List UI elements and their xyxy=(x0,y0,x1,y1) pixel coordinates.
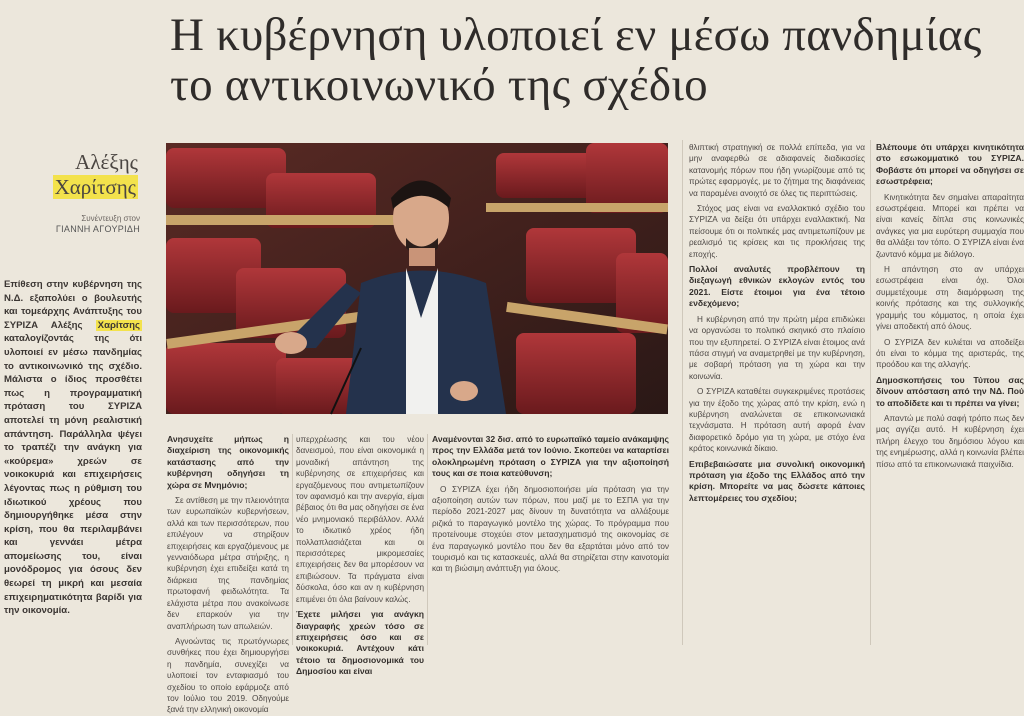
column-divider xyxy=(682,140,683,645)
column-5 xyxy=(876,142,1024,645)
column-divider xyxy=(292,434,293,645)
lead-text-b: καταλογίζοντάς της ότι υλοποιεί εν μέσω πανδημίας το αντικοινωνικό της σχέδιο. Μάλιστα ο ίδιος προσθέτει πως η προγραμματική πρόταση του ΣΥΡΙΖΑ αποτελεί τη μόνη ρεαλιστική απάντηση. Παράλληλα ψέγει το τραπέζι την ανάγκη για «κούρεμα» χρεών σε νοικοκυριά και επιχειρήσεις λέγοντας πως η ρύθμιση του ιδιωτικού χρέους που δημιουργήθηκε μέσα στην κρίση, που θα περιλαμβάνει και γεννάει μέτρα απομείωσης του, είναι μονόδρομος για όσους δεν θεωρεί τη μικρή και μεσαία επιχειρηματικότητα βαρίδι για την οικονομία. xyxy=(4,333,142,617)
author-first-name: Αλέξης xyxy=(75,150,138,174)
lead-highlight-name: Χαρίτσης xyxy=(97,319,140,331)
column-4-question: Επιβεβαιώσατε μια συνολική οικονομική πρόταση για έξοδο της Ελλάδος από την κρίση. Μπορείτε να μας δώσετε κάποιες λεπτομέρειες του σχεδίου; xyxy=(689,458,865,503)
column-1-paragraph: Αγνοώντας τις πρωτόγνωρες συνθήκες που έχει δημιουργήσει η πανδημία, συνεχίζει να υλοποιεί τον ενταφιασμό του σχεδίου το οποίο εφάρμοζε από τον Ιούλιο του 2019. Οδηγούμε ξανά την ελληνική οικονομία xyxy=(167,636,289,715)
headline xyxy=(170,10,1020,110)
credit-name: ΓΙΑΝΝΗ ΑΓΟΥΡΙΔΗ xyxy=(55,224,140,234)
column-3-paragraph: Ο ΣΥΡΙΖΑ έχει ήδη δημοσιοποιήσει μία πρόταση για την αξιοποίηση αυτών των πόρων, που μαζί με το ΕΣΠΑ για την περίοδο 2021-2027 μας δίνουν τη δυνατότητα να αλλάξουμε ριζικά το παραγωγικό μοντέλο της χώρας. Το πρόγραμμα που προτείνουμε στοχεύει στον μετασχηματισμό της οικονομίας σε ένα παραγωγικό μοντέλο που δεν θα εξαρτάται μόνο από τον τουρισμό και τις κατασκευές, αλλά θα στηρίζεται στην καινοτομία και τη βιώσιμη ανάπτυξη για όλους. xyxy=(432,484,669,574)
column-4-paragraph: Ο ΣΥΡΙΖΑ καταθέτει συγκεκριμένες προτάσεις για την έξοδο της χώρας από την κρίση, ενώ η κυβέρνηση αναλώνεται σε επικοινωνιακά τεχνάσματα. Η πρόταση αυτή αφορά έναν διαφορετικό δρόμο για τη χώρα, με στόχο ένα κράτος κοινωνικά δίκαιο. xyxy=(689,387,865,454)
lead-text-a: Επίθεση στην κυβέρνηση της Ν.Δ. εξαπολύει ο βουλευτής και τομεάρχης Ανάπτυξης του ΣΥΡΙΖΑ Αλέξης xyxy=(4,279,142,331)
column-2-paragraph: υπερχρέωσης και του νέου δανεισμού, που είναι οικονομικά η μοναδική απάντηση της κυβέρνησης σε επιχειρήσεις και εργαζόμενους που αντιμετωπίζουν τον αφανισμό και την ανεργία, είμαι βέβαιος ότι θα μας οδηγήσει σε ένα νέο μνημονιακό περιβάλλον. Αλλά το ιδιωτικό χρέος ήδη πολλαπλασιάζεται και οι περισσότερες μικρομεσαίες επιχειρήσεις δεν θα μπορέσουν να επιβιώσουν. Τα πράγματα είναι δύσκολα, όσο και αν η κυβέρνηση επιμένει ότι όλα βαίνουν καλώς. xyxy=(296,435,424,604)
column-2 xyxy=(296,434,424,677)
column-3 xyxy=(432,434,669,645)
column-1-paragraph: Σε αντίθεση με την πλειονότητα των ευρωπαϊκών κυβερνήσεων, αλλά και των περισσότερων, που επιλέγουν να στηρίξουν επιχειρήσεις και εργαζόμενους με γενναιόδωρα μέτρα στήριξης, η κυβέρνηση έχει επιδείξει κατά τη διάρκεια της πανδημίας πρωτοφανή φειδωλότητα. Τα ελάχιστα μέτρα που ανακοίνωσε δεν επαρκούν για την αναπλήρωση των απωλειών. xyxy=(167,496,289,631)
column-5-paragraph: Κινητικότητα δεν σημαίνει απαραίτητα εσωστρέφεια. Μπορεί και πρέπει να είναι κανείς δίπλα στις κοινωνικές ανάγκες για μια ευρύτερη συμμαχία που θα αλλάξει τον τόπο. Ο ΣΥΡΙΖΑ είναι ένα ζωντανό κόμμα με διάλογο. xyxy=(876,192,1024,259)
interview-credit xyxy=(40,214,140,234)
column-divider xyxy=(427,434,428,645)
column-5-paragraph: Απαντώ με πολύ σαφή τρόπο πως δεν μας αγγίζει αυτό. Η κυβέρνηση έχει πλήρη έλεγχο του δημόσιου λόγου και της ενημέρωσης, αλλά η κοινωνία βλέπει πίσω από τα επικοινωνιακά παιχνίδια. xyxy=(876,413,1024,469)
column-5-question: Βλέπουμε ότι υπάρχει κινητικότητα στο εσωκομματικό του ΣΥΡΙΖΑ. Φοβάστε ότι μπορεί να οδηγήσει σε εσωστρέφεια; xyxy=(876,142,1024,187)
lead-paragraph xyxy=(4,278,142,618)
photo-illustration xyxy=(166,143,668,414)
column-4-paragraph: Στόχος μας είναι να εναλλακτικό σχέδιο του ΣΥΡΙΖΑ να δείξει ότι υπάρχει εναλλακτική. Να πείσουμε ότι οι πολιτικές μας αντιμετωπίζουν με ρεαλισμό τις κρίσεις και τις προκλήσεις της εποχής. xyxy=(689,204,865,259)
column-1-question: Ανησυχείτε μήπως η διαχείριση της οικονομικής κατάστασης από την κυβέρνηση οδηγήσει τη χώρα σε Μνημόνιο; xyxy=(167,434,289,490)
column-4-question: Πολλοί αναλυτές προβλέπουν τη διεξαγωγή εθνικών εκλογών εντός του 2021. Είστε έτοιμοι για ένα τέτοιο ενδεχόμενο; xyxy=(689,264,865,309)
column-5-paragraph: Ο ΣΥΡΙΖΑ δεν κυλιέται να αποδείξει ότι είναι το κόμμα της αριστεράς, της προόδου και της αλλαγής. xyxy=(876,337,1024,370)
column-1 xyxy=(167,434,289,715)
column-4-paragraph: Η κυβέρνηση από την πρώτη μέρα επιδιώκει να οργανώσει το πολιτικό σκηνικό στο πλαίσιο που την εξυπηρετεί. Ο ΣΥΡΙΖΑ είναι έτοιμος ανά πάσα στιγμή να αναμετρηθεί με την κυβέρνηση, με σοβαρή πρόταση για τη χώρα και την κοινωνία. xyxy=(689,314,865,381)
column-divider xyxy=(870,140,871,645)
author-last-name xyxy=(20,175,138,200)
headline-line-1: Η κυβέρνηση υλοποιεί εν μέσω πανδημίας xyxy=(170,9,982,61)
column-3-question: Αναμένονται 32 δισ. από το ευρωπαϊκό ταμείο ανάκαμψης προς την Ελλάδα μετά τον Ιούνιο. Σκοπεύει να καταρτίσει ολοκληρωμένη πρόταση ο ΣΥΡΙΖΑ για την αξιοποίησή τους και σε ποια κατεύθυνση; xyxy=(432,434,669,479)
column-5-paragraph: Η απάντηση στο αν υπάρχει εσωστρέφεια είναι όχι. Όλοι συμμετέχουμε στη διαμόρφωση της κοινής πρότασης και της συλλογικής γραμμής του κόμματος, η οποία έχει γίνει αποδεκτή από όλους. xyxy=(876,265,1024,332)
column-4 xyxy=(689,142,865,645)
column-5-question: Δημοσκοπήσεις του Τύπου σας δίνουν απόσταση από την ΝΔ. Πού το αποδίδετε και τι πρέπει να γίνει; xyxy=(876,374,1024,408)
credit-label: Συνέντευξη στον xyxy=(81,214,140,223)
column-4-paragraph: θλιπτική στρατηγική σε πολλά επίπεδα, για να μην αναφερθώ σε αδιαφανείς διαδικασίες κατανομής πόρων που ήδη γνωρίζουμε από τις πρώτες εφαρμογές, με το ζήτημα της διαφάνειας να παραμένει ανοιχτό σε όλες τις περιπτώσεις. xyxy=(689,143,865,198)
author-last-name-highlight: Χαρίτσης xyxy=(54,175,136,199)
headline-line-2: το αντικοινωνικό της σχέδιο xyxy=(170,59,708,111)
parliament-photo xyxy=(166,143,668,414)
column-2-question: Έχετε μιλήσει για ανάγκη διαγραφής χρεών τόσο σε επιχειρήσεις όσο και σε νοικοκυριά. Αντέχουν κάτι τέτοιο τα δημοσιονομικά του Δημοσίου και είναι xyxy=(296,609,424,677)
